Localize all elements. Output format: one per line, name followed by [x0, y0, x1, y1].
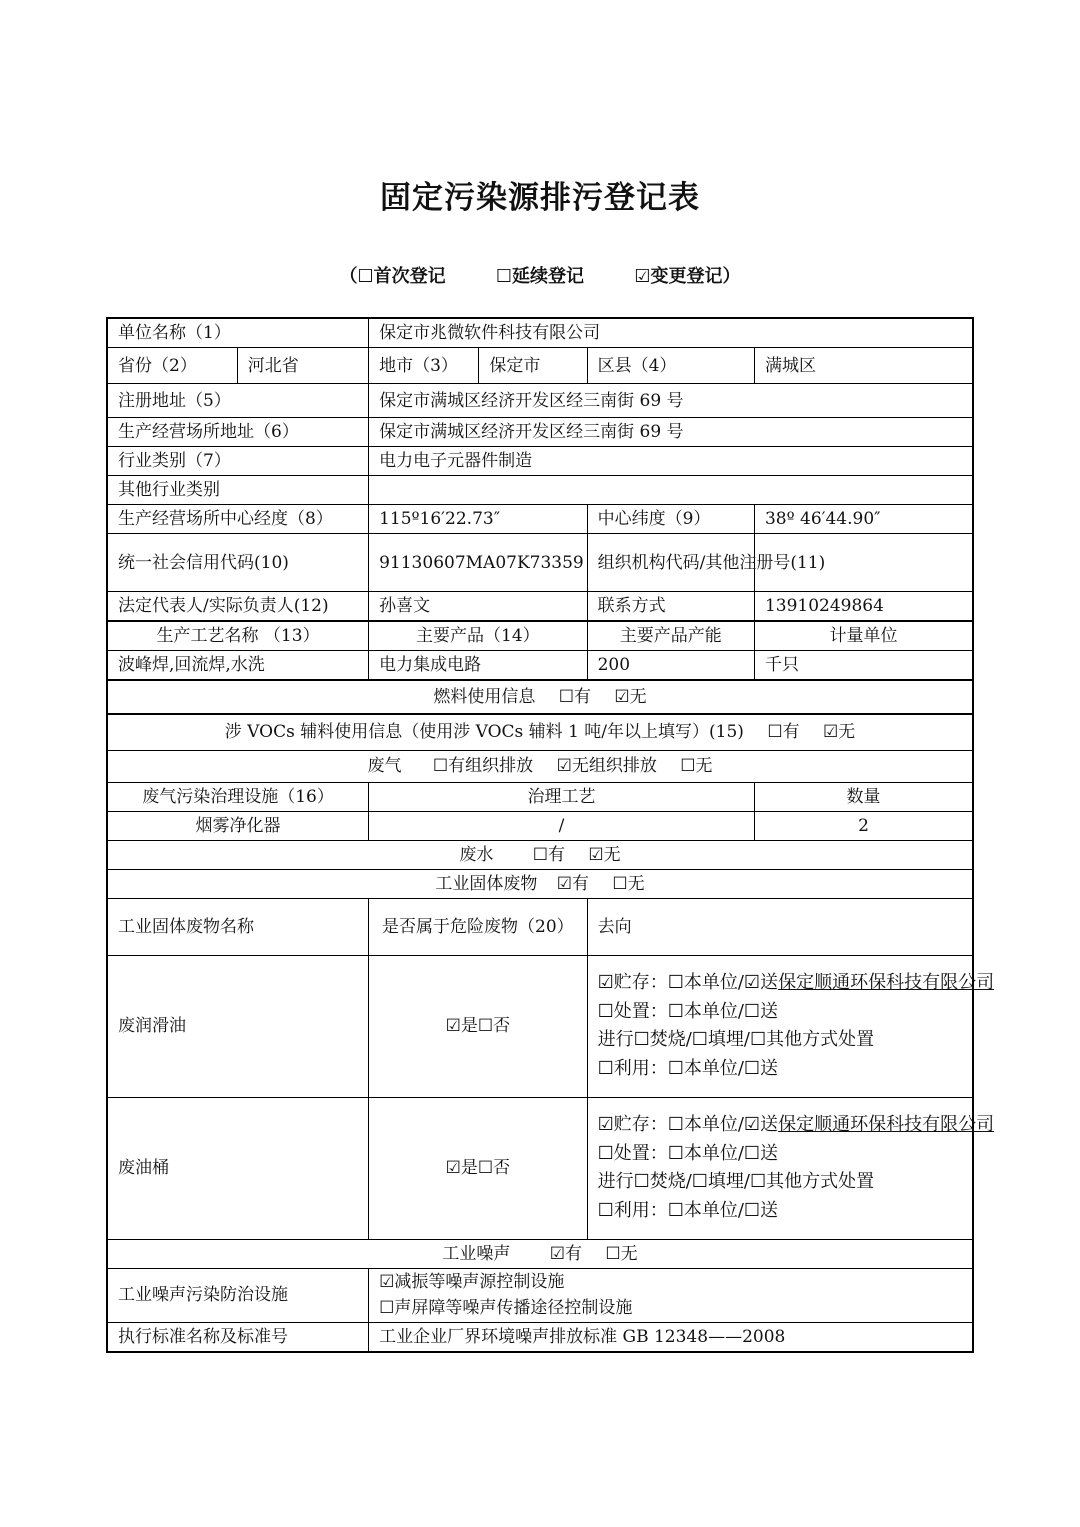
site-address-label: 生产经营场所地址（6）: [107, 418, 369, 447]
longitude-label: 生产经营场所中心经度（8）: [107, 505, 369, 534]
waste-water-no-checkbox[interactable]: ☑无: [588, 844, 621, 865]
gas-facility-process: /: [369, 811, 755, 840]
gas-qty-header: 数量: [754, 782, 973, 811]
province-value: 河北省: [237, 348, 368, 384]
solid-waste-item-destination: [587, 955, 995, 1097]
hazard-header: 是否属于危险废物（20）: [369, 898, 587, 955]
unorganized-emission-checkbox[interactable]: ☑无组织排放: [556, 756, 657, 776]
row-gas-facility-header: [107, 782, 973, 811]
credit-code-label: 统一社会信用代码(10): [107, 534, 369, 592]
row-codes: [107, 534, 973, 592]
organized-emission-checkbox[interactable]: ☐有组织排放: [432, 756, 534, 776]
city-value: 保定市: [479, 348, 587, 384]
row-waste-gas: [107, 750, 973, 782]
gas-process-header: 治理工艺: [369, 782, 755, 811]
row-reg-address: [107, 384, 973, 418]
unit-name-label: 单位名称（1）: [107, 318, 369, 348]
row-noise-standard: [107, 1322, 973, 1352]
dispose-method-option[interactable]: 进行☐焚烧/☐填埋/☐其他方式处置: [597, 1171, 875, 1192]
industry-label: 行业类别（7）: [107, 447, 369, 476]
solid-waste-item-hazard[interactable]: ☑是☐否: [369, 955, 587, 1097]
row-unit-name: [107, 318, 973, 348]
county-label: 区县（4）: [587, 348, 754, 384]
waste-water-label: 废水: [459, 844, 494, 865]
destination-header: 去向: [587, 898, 973, 955]
noise-facility-options: [369, 1268, 973, 1322]
solid-waste-item-hazard[interactable]: ☑是☐否: [369, 1097, 587, 1239]
contact-value: 13910249864: [754, 592, 973, 622]
site-address-value: 保定市满城区经济开发区经三南街 69 号: [369, 418, 973, 447]
row-site-address: [107, 418, 973, 447]
row-waste-water: [107, 840, 973, 869]
unit-header: 计量单位: [754, 621, 973, 651]
row-region: [107, 348, 973, 384]
reg-address-label: 注册地址（5）: [107, 384, 369, 418]
waste-gas-info: [107, 750, 973, 782]
unit-value: 千只: [754, 651, 973, 681]
noise-standard-label: 执行标准名称及标准号: [107, 1322, 369, 1352]
vocs-info: [107, 714, 973, 750]
contact-label: 联系方式: [587, 592, 754, 622]
solid-waste-item-destination: [587, 1097, 995, 1239]
row-legal-rep: [107, 592, 973, 622]
row-noise: [107, 1239, 973, 1268]
capacity-header: 主要产品产能: [587, 621, 754, 651]
fuel-info: [107, 680, 973, 714]
waste-water-yes-checkbox[interactable]: ☐有: [532, 844, 565, 865]
credit-code-value: 91130607MA07K73359: [369, 534, 587, 592]
change-registration-option[interactable]: ☑变更登记）: [634, 266, 741, 287]
dispose-option[interactable]: ☐处置：☐本单位/☐送: [597, 1142, 779, 1164]
gas-facility-name: 烟雾净化器: [107, 811, 369, 840]
dispose-option[interactable]: ☐处置：☐本单位/☐送: [597, 1000, 779, 1022]
city-label: 地市（3）: [369, 348, 479, 384]
registration-form: [106, 317, 995, 1353]
row-solid-waste-item: [107, 955, 973, 1097]
utilize-option[interactable]: ☐利用：☐本单位/☐送: [597, 1199, 779, 1221]
vocs-yes-checkbox[interactable]: ☐有: [767, 722, 800, 743]
receiving-company: 保定顺通环保科技有限公司: [778, 972, 995, 993]
noise-facility-label: 工业噪声污染防治设施: [107, 1268, 369, 1322]
noise-standard-value: 工业企业厂界环境噪声排放标准 GB 12348——2008: [369, 1322, 973, 1352]
row-coordinates: [107, 505, 973, 534]
renew-registration-option[interactable]: ☐延续登记: [495, 266, 585, 287]
row-solid-waste-item: [107, 1097, 973, 1239]
main-product-header: 主要产品（14）: [369, 621, 587, 651]
utilize-option[interactable]: ☐利用：☐本单位/☐送: [597, 1057, 779, 1079]
unit-name-value: 保定市兆微软件科技有限公司: [369, 318, 973, 348]
store-option[interactable]: ☑贮存：☐本单位/☑送: [597, 1114, 779, 1135]
store-option[interactable]: ☑贮存：☐本单位/☑送: [597, 972, 779, 993]
row-solid-waste: [107, 869, 973, 898]
row-gas-facility: [107, 811, 973, 840]
row-product-header: [107, 621, 973, 651]
vocs-no-checkbox[interactable]: ☑无: [822, 722, 856, 743]
noise-source-control-checkbox[interactable]: ☑减振等噪声源控制设施: [379, 1272, 565, 1292]
other-industry-value: [369, 476, 973, 505]
noise-no-checkbox[interactable]: ☐无: [605, 1243, 638, 1264]
solid-waste-label: 工业固体废物: [435, 873, 538, 894]
latitude-label: 中心纬度（9）: [587, 505, 754, 534]
legal-rep-value: 孙喜文: [369, 592, 587, 622]
waste-water-info: [107, 840, 973, 869]
org-code-label: 组织机构代码/其他注册号(11): [587, 534, 754, 592]
fuel-label: 燃料使用信息: [433, 687, 536, 707]
dispose-method-option[interactable]: 进行☐焚烧/☐填埋/☐其他方式处置: [597, 1029, 875, 1050]
noise-info: [107, 1239, 973, 1268]
solid-waste-yes-checkbox[interactable]: ☑有: [556, 873, 589, 894]
row-industry: [107, 447, 973, 476]
first-registration-option[interactable]: （☐首次登记: [339, 266, 446, 287]
registration-type: [0, 262, 1080, 288]
noise-yes-checkbox[interactable]: ☑有: [549, 1243, 582, 1264]
row-fuel: [107, 680, 973, 714]
row-product: [107, 651, 973, 681]
no-emission-checkbox[interactable]: ☐无: [680, 756, 713, 776]
latitude-value: 38º 46′44.90″: [754, 505, 973, 534]
row-other-industry: [107, 476, 973, 505]
vocs-label: 涉 VOCs 辅料使用信息（使用涉 VOCs 辅料 1 吨/年以上填写）(15): [224, 722, 744, 743]
reg-address-value: 保定市满城区经济开发区经三南街 69 号: [369, 384, 973, 418]
solid-waste-name-header: 工业固体废物名称: [107, 898, 369, 955]
solid-waste-info: [107, 869, 973, 898]
process-value: 波峰焊,回流焊,水洗: [107, 651, 369, 681]
legal-rep-label: 法定代表人/实际负责人(12): [107, 592, 369, 622]
capacity-value: 200: [587, 651, 754, 681]
row-vocs: [107, 714, 973, 750]
longitude-value: 115º16′22.73″: [369, 505, 587, 534]
gas-facility-header: 废气污染治理设施（16）: [107, 782, 369, 811]
industry-value: 电力电子元器件制造: [369, 447, 973, 476]
solid-waste-item-name: 废润滑油: [107, 955, 369, 1097]
other-industry-label: 其他行业类别: [107, 476, 369, 505]
page-title: 固定污染源排污登记表: [380, 180, 700, 216]
noise-path-control-checkbox[interactable]: ☐声屏障等噪声传播途径控制设施: [379, 1298, 633, 1318]
row-solid-waste-header: [107, 898, 973, 955]
waste-gas-label: 废气: [367, 756, 402, 776]
county-value: 满城区: [754, 348, 973, 384]
solid-waste-item-name: 废油桶: [107, 1097, 369, 1239]
gas-facility-qty: 2: [754, 811, 973, 840]
fuel-no-checkbox[interactable]: ☑无: [614, 687, 647, 707]
receiving-company: 保定顺通环保科技有限公司: [778, 1114, 995, 1135]
fuel-yes-checkbox[interactable]: ☐有: [558, 687, 591, 707]
row-noise-facility: [107, 1268, 973, 1322]
solid-waste-no-checkbox[interactable]: ☐无: [612, 873, 645, 894]
noise-label: 工业噪声: [442, 1243, 511, 1264]
product-value: 电力集成电路: [369, 651, 587, 681]
process-name-header: 生产工艺名称 （13）: [107, 621, 369, 651]
province-label: 省份（2）: [107, 348, 237, 384]
